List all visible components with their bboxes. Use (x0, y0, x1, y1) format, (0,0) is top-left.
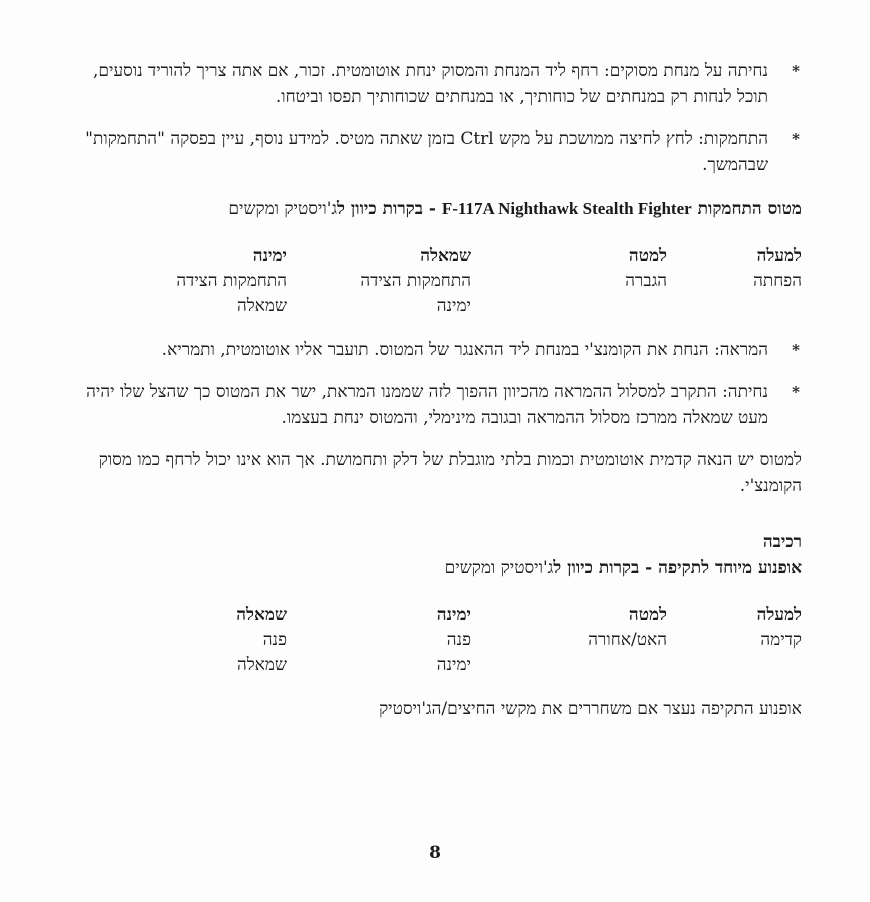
table-cell (667, 294, 802, 319)
stealth-controls-table (107, 244, 802, 319)
table-header: למטה (628, 605, 667, 625)
bullet-text: המראה: הנחת את הקומנצ'י במנחת ליד ההאנגר של המטוס. תועבר אליו אוטומטית, ותמריא. (161, 340, 768, 360)
table-cell: שמאלה (236, 655, 287, 675)
bike-footer-note: אופנוע התקיפה נעצר אם משחררים את מקשי החיצים/הג'ויסטיק (379, 699, 802, 719)
bullet-takeoff (60, 337, 802, 363)
table-cell: הגברה (625, 271, 667, 291)
table-cell: שמאלה (236, 296, 287, 316)
heading-suffix: - בקרות כיוון ל (337, 199, 436, 219)
table-header-row (107, 244, 802, 269)
table-cell: התחמקות הצידה (360, 271, 471, 291)
heading-aircraft-name: F-117A Nighthawk Stealth Fighter (441, 199, 692, 218)
bike-subheading (60, 555, 802, 581)
table-cell (471, 294, 667, 319)
table-cell: פנה (262, 630, 287, 650)
bullet-landing (60, 379, 802, 431)
stealth-fighter-heading (60, 196, 802, 222)
table-row (107, 294, 802, 319)
bullet-star: * (792, 341, 800, 359)
bullet-text: נחיתה: התקרב למסלול ההמראה מהכיוון ההפוך לזה שממנו המראת, ישר את המטוס כך שהצל שלו יהיה מעט שמאלה ממרכז מסלול ההמראה ובגובה מינימלי, והמטוס ינחת בעצמו. (86, 382, 768, 428)
table-header: למטה (628, 246, 667, 266)
heading-tail: ג'ויסטיק ומקשים (228, 199, 338, 219)
table-cell: קדימה (760, 630, 802, 650)
table-header: שמאלה (420, 246, 471, 266)
table-cell: ימינה (436, 655, 471, 675)
table-cell: הפחתה (753, 271, 802, 291)
bullet-evasion (60, 126, 802, 178)
riding-heading: רכיבה (762, 532, 802, 552)
table-row (107, 269, 802, 294)
table-header-row (107, 603, 802, 628)
page-number: 8 (429, 843, 441, 863)
table-cell: פנה (446, 630, 471, 650)
table-cell: התחמקות הצידה (176, 271, 287, 291)
page-content (60, 58, 802, 736)
table-cell (667, 653, 802, 678)
bullet-star: * (792, 62, 800, 80)
bike-controls-table (107, 603, 802, 678)
table-header: ימינה (252, 246, 287, 266)
table-header: למעלה (756, 246, 802, 266)
table-cell: האט/אחורה (588, 630, 667, 650)
spacer (60, 513, 802, 529)
subheading-bold: אופנוע מיוחד לתקיפה - בקרות כיוון ל (553, 558, 802, 578)
table-row (107, 653, 802, 678)
table-header: למעלה (756, 605, 802, 625)
table-cell: ימינה (436, 296, 471, 316)
table-row (107, 628, 802, 653)
bullet-text: התחמקות: לחץ לחיצה ממושכת על מקש Ctrl בזמן שאתה מטיס. למידע נוסף, עיין בפסקה "התחמקות" שבהמשך. (85, 129, 768, 175)
aircraft-note-paragraph: למטוס יש הנאה קדמית אוטומטית וכמות בלתי מוגבלת של דלק ותחמושת. אך הוא אינו יכול לרחף כמו מסוק הקומנצ'י. (98, 450, 802, 496)
heading-prefix: מטוס התחמקות (697, 199, 802, 219)
subheading-normal: ג'ויסטיק ומקשים (444, 558, 554, 578)
table-header: ימינה (436, 605, 471, 625)
bullet-star: * (792, 130, 800, 148)
table-cell (471, 653, 667, 678)
table-header: שמאלה (236, 605, 287, 625)
bullet-star: * (792, 383, 800, 401)
bullet-text: נחיתה על מנחת מסוקים: רחף ליד המנחת והמסוק ינחת אוטומטית. זכור, אם אתה צריך להוריד נוסעים, תוכל לנחות רק במנחתים של כוחותיך, או במנחתים שכוחותיך תפסו וביטחו. (92, 61, 768, 107)
bullet-helipad-landing (60, 58, 802, 110)
